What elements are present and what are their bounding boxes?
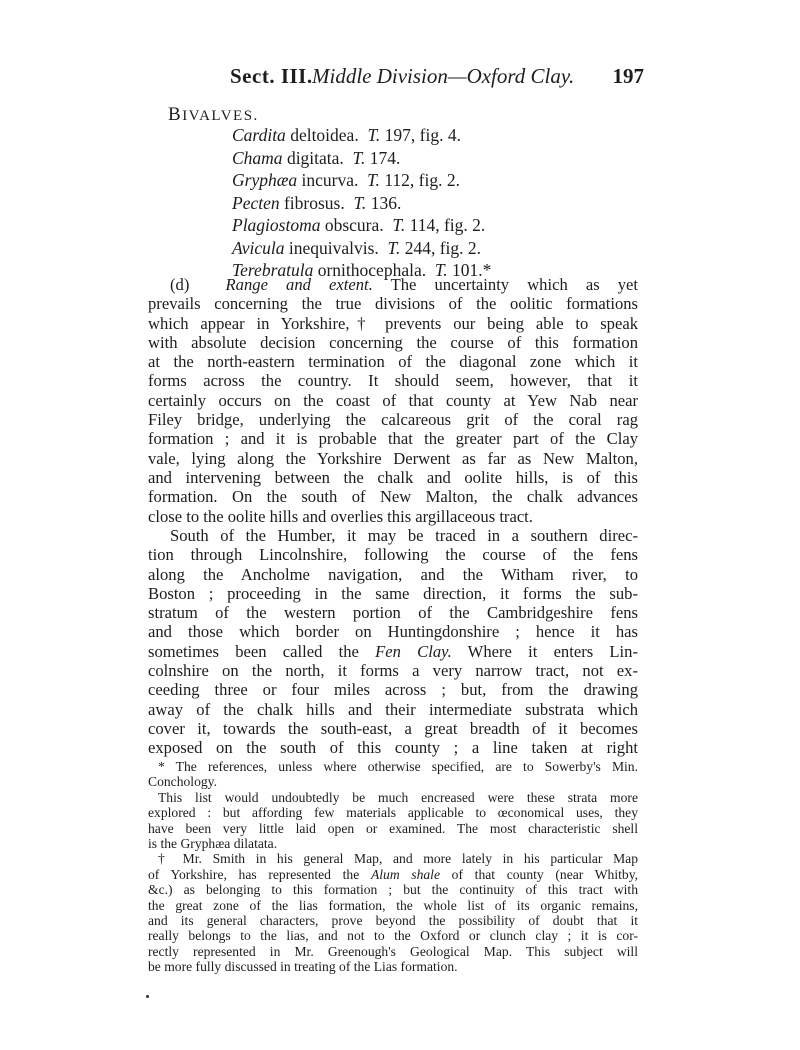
footnote-line: really belongs to the lias, and not to the Oxford or clunch clay ; it is cor- <box>148 928 638 944</box>
text-line: stratum of the western portion of the Cambridgeshire fens <box>148 603 638 623</box>
fossil-entry: Cardita deltoidea. T. 197, fig. 4. <box>232 125 461 145</box>
footnote-line: This list would undoubtedly be much encreased were these strata more <box>158 789 638 805</box>
text-line: formation. On the south of New Malton, the chalk advances <box>148 487 638 507</box>
text-line: South of the Humber, it may be traced in a southern direc- <box>170 526 638 545</box>
text-line: close to the oolite hills and overlies this argillaceous tract. <box>148 506 533 526</box>
text-line: exposed on the south of this county ; a line taken at right <box>148 738 638 758</box>
text-line: tion through Lincolnshire, following the course of the fens <box>148 545 638 565</box>
footnote-line: have been very little laid open or examined. The most characteristic shell <box>148 820 638 836</box>
text-line: Boston ; proceeding in the same direction, it forms the sub- <box>148 583 638 603</box>
footnote-line: Conchology. <box>148 774 217 790</box>
section-label: (d) <box>170 275 190 294</box>
footnote-line: the great zone of the lias formation, the whole list of its organic remains, <box>148 897 638 913</box>
footnote-line: be more fully discussed in treating of the Lias formation. <box>148 959 458 975</box>
range-paragraph <box>148 275 638 526</box>
text-line: sometimes been called the Fen Clay. Where it enters Lin- <box>148 641 638 661</box>
alum-shale-term: Alum shale <box>370 866 440 882</box>
running-header <box>230 64 650 100</box>
page-number: 197 <box>612 64 644 88</box>
fossil-entry: Gryphæa incurva. T. 112, fig. 2. <box>232 170 460 190</box>
footnote-line: explored : but affording few materials applicable to œconomical uses, they <box>148 805 638 821</box>
footnote-line: rectly represented in Mr. Greenough's Geological Map. This subject will <box>148 943 638 959</box>
text-line: with absolute decision concerning the course of this formation <box>148 332 638 352</box>
text-line: along the Ancholme navigation, and the Witham river, to <box>148 564 638 584</box>
text-line: which appear in Yorkshire,† prevents our being able to speak <box>148 313 638 333</box>
bivalves-list <box>232 124 491 282</box>
footnote-line: &c.) as belonging to this formation ; but the continuity of this tract with <box>148 882 638 898</box>
fossil-entry: Pecten fibrosus. T. 136. <box>232 192 402 213</box>
fossil-entry: Avicula inequivalvis. T. 244, fig. 2. <box>232 237 482 258</box>
text-line: ceeding three or four miles across ; but, from the drawing <box>148 680 638 700</box>
text-line: formation ; and it is probable that the greater part of the Clay <box>148 429 638 449</box>
section-heading: Range and extent. <box>225 275 373 294</box>
text-line: cover it, towards the south-east, a great breadth of it becomes <box>148 718 638 738</box>
fen-clay-term: Fen Clay. <box>375 641 452 661</box>
section-number: Sect. III. <box>230 64 313 88</box>
fossil-entry: Terebratula ornithocephala. T. 101.* <box>232 260 492 280</box>
footnote-line: of Yorkshire, has represented the Alum shale of that county (near Whitby, <box>148 866 638 882</box>
humber-paragraph <box>148 526 638 758</box>
bivalves-heading: BIVALVES. <box>168 104 259 125</box>
text-line: and those which border on Huntingdonshire ; hence it has <box>148 622 638 642</box>
footnote-line: is the Gryphæa dilatata. <box>148 835 278 851</box>
ink-speck <box>146 995 149 998</box>
text-line: prevails concerning the true divisions of the oolitic formations <box>148 294 638 314</box>
text-line: and intervening between the chalk and oolite hills, is of this <box>148 467 638 487</box>
footnotes <box>148 759 638 974</box>
text-line: away of the chalk hills and their intermediate substrata which <box>148 699 638 719</box>
footnote-line: † Mr. Smith in his general Map, and more lately in his particular Map <box>158 851 638 867</box>
text-line: vale, lying along the Yorkshire Derwent as far as New Malton, <box>148 448 638 468</box>
running-title: Middle Division—Oxford Clay. <box>312 64 575 88</box>
footnote-line: * The references, unless where otherwise specified, are to Sowerby's Min. <box>158 759 638 774</box>
text-line: certainly occurs on the coast of that county at Yew Nab near <box>148 390 638 410</box>
text-line: colnshire on the north, it forms a very narrow tract, not ex- <box>148 661 638 681</box>
text-line: Filey bridge, underlying the calcareous grit of the coral rag <box>148 410 638 430</box>
footnote-line: and its general characters, prove beyond the possibility of doubt that it <box>148 912 638 928</box>
text-line: at the north-eastern termination of the diagonal zone which it <box>148 352 638 372</box>
fossil-entry: Chama digitata. T. 174. <box>232 147 401 168</box>
text-line: forms across the country. It should seem, however, that it <box>148 371 638 391</box>
fossil-entry: Plagiostoma obscura. T. 114, fig. 2. <box>232 215 486 235</box>
text-line: (d) Range and extent. The uncertainty which as yet <box>170 275 639 294</box>
